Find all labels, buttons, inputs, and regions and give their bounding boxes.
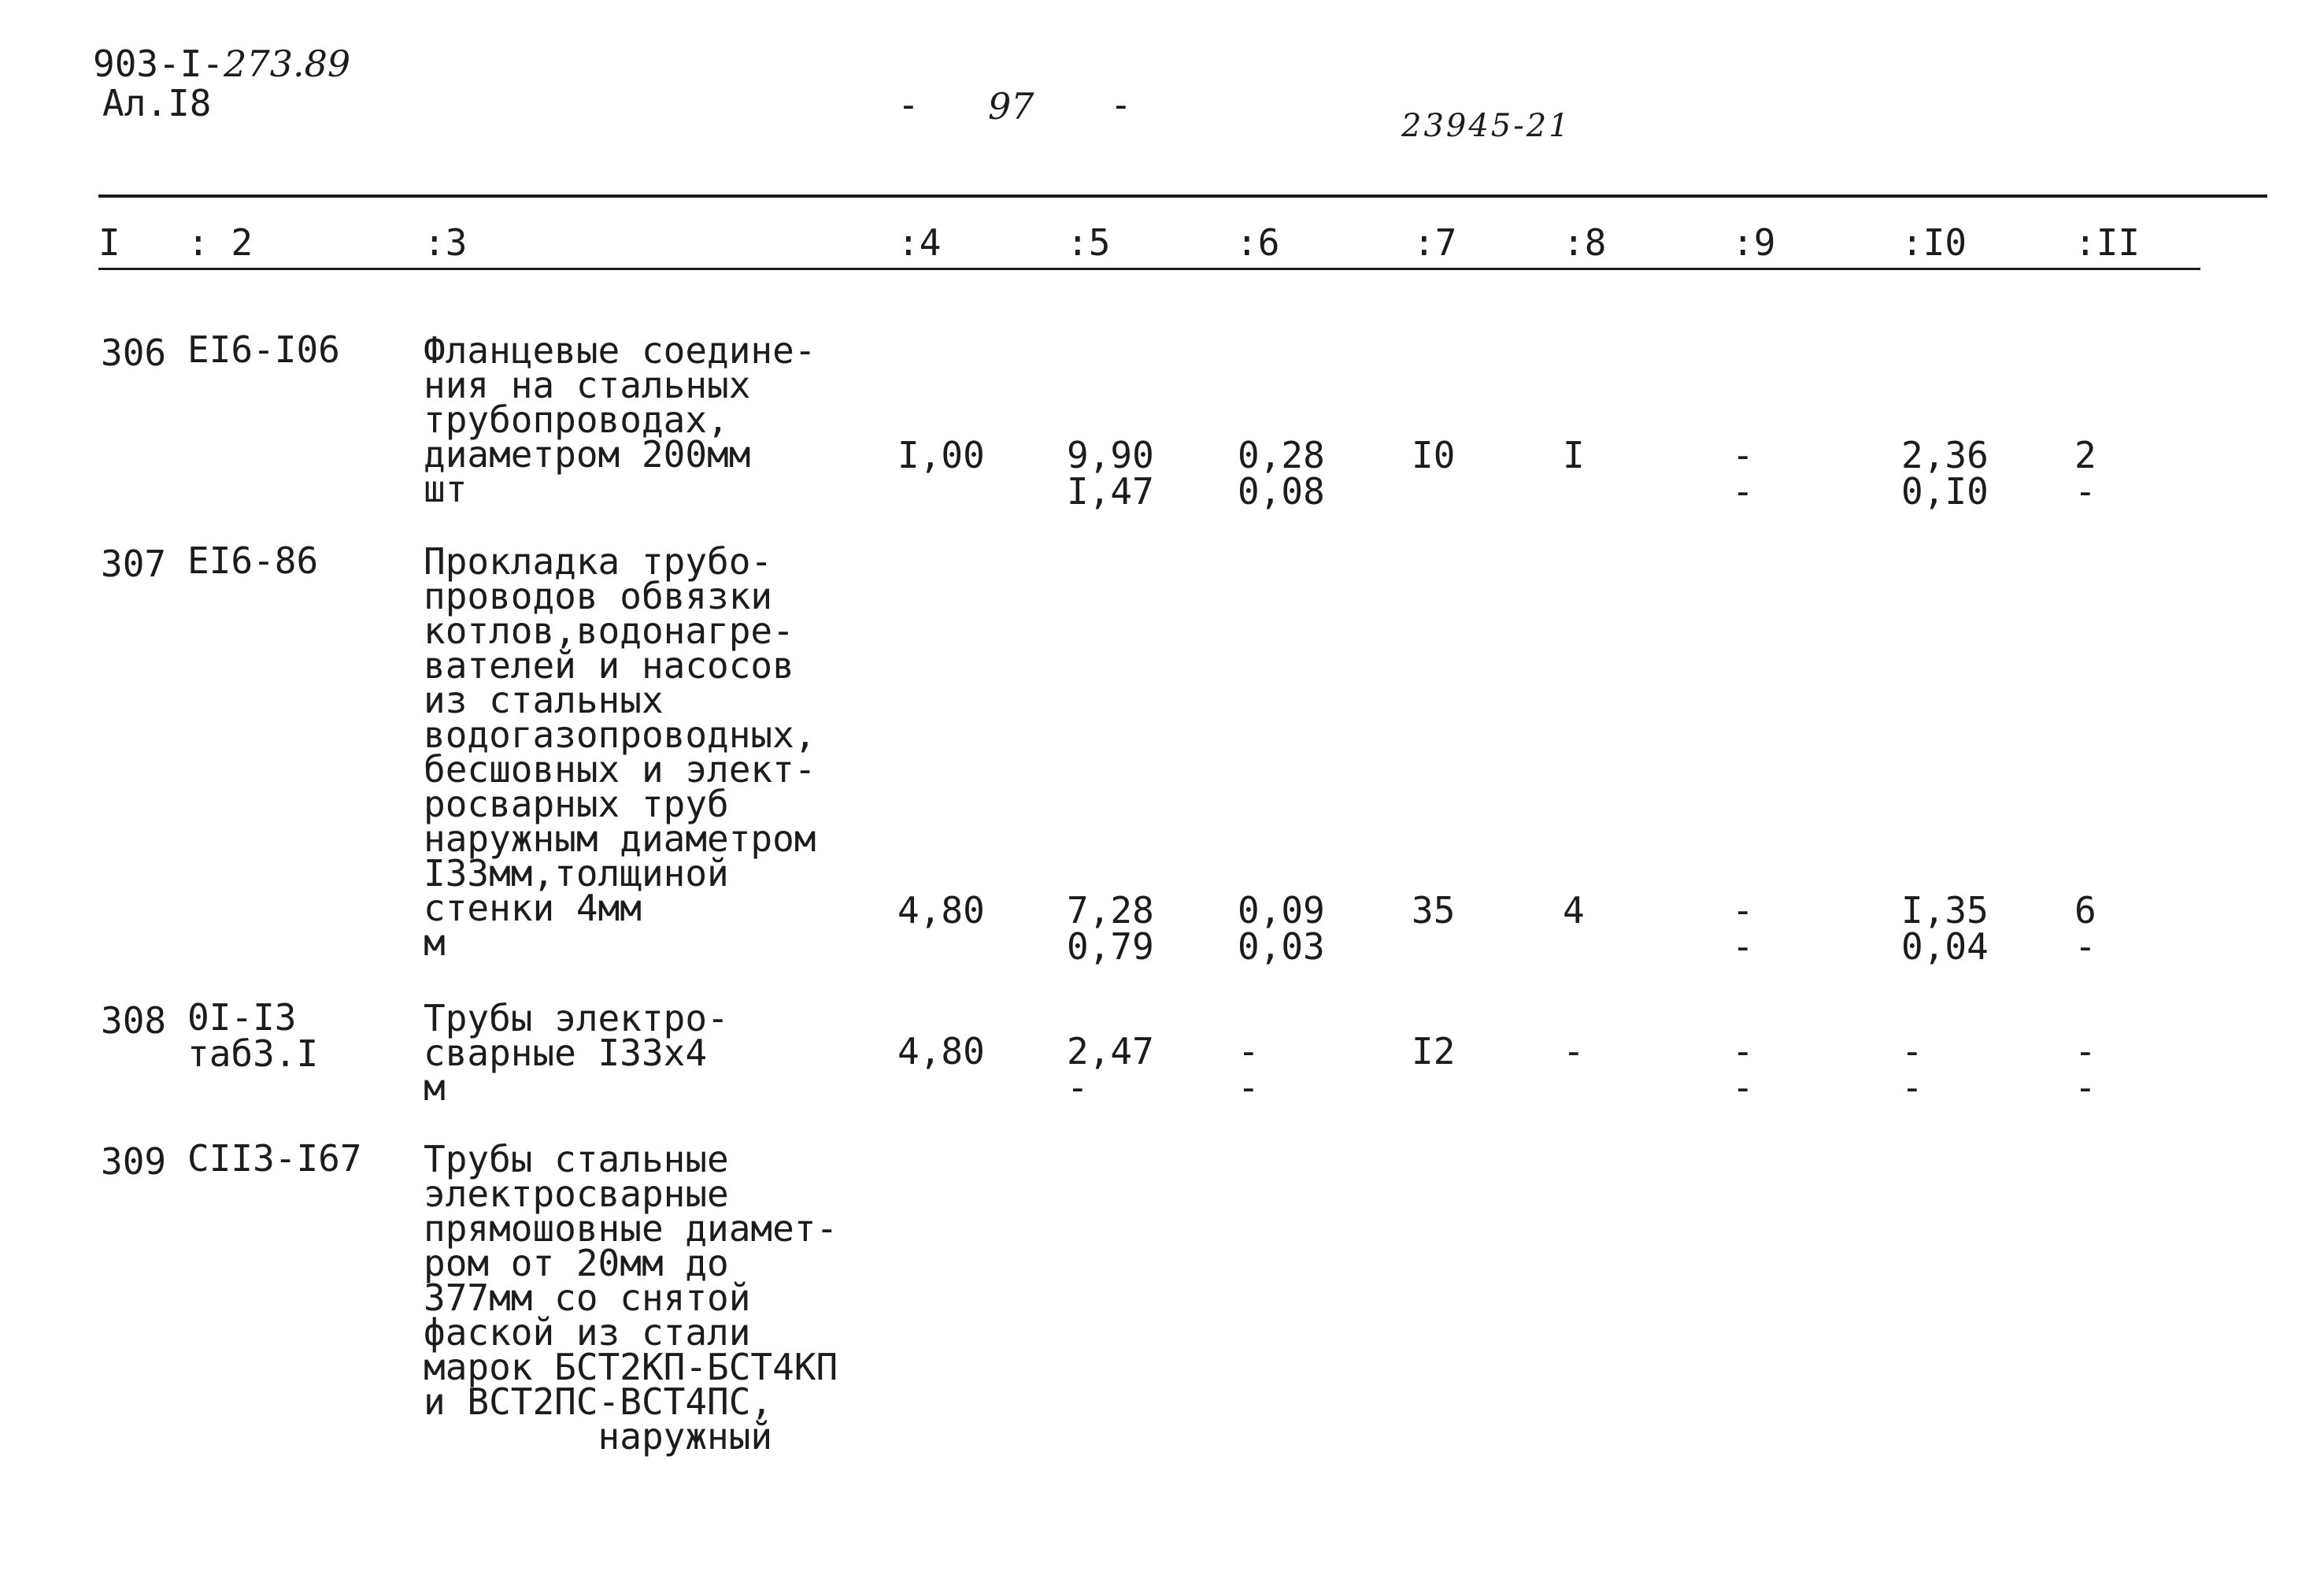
work-description: [424, 1138, 838, 1458]
description-line: Трубы электро-: [424, 997, 729, 1039]
description-line: фаской из стали: [424, 1311, 751, 1354]
description-line: Прокладка трубо-: [424, 540, 773, 583]
description-line: ром от 20мм до: [424, 1242, 729, 1284]
description-line: Трубы стальные: [424, 1138, 729, 1180]
value-line: -: [1732, 1030, 1754, 1073]
value-line: -: [1732, 889, 1754, 932]
value-line: 7,28: [1067, 889, 1154, 932]
description-line: сварные I33х4: [424, 1032, 708, 1074]
value-c6: [1238, 1030, 1260, 1109]
value-line: 9,90: [1067, 434, 1154, 476]
value-line: -: [1901, 1066, 1923, 1109]
value-c10: [1901, 434, 1989, 513]
work-description: [424, 997, 729, 1109]
page-dash-right: -: [1110, 83, 1132, 126]
row-number: 309: [101, 1140, 167, 1183]
column-header-2: : 2: [187, 221, 253, 264]
page-number: 97: [988, 85, 1034, 128]
rate-code-line: EI6-86: [187, 539, 319, 582]
value-c6: [1238, 889, 1325, 968]
description-line: стенки 4мм: [424, 887, 642, 929]
document-code-prefix: 903-I-: [93, 43, 224, 85]
sheet-label: Ал.I8: [102, 82, 212, 124]
value-line: -: [2074, 1030, 2096, 1073]
value-c11: [2074, 889, 2096, 968]
description-line: наружным диаметром: [424, 817, 816, 860]
column-header-6: :6: [1236, 221, 1280, 264]
column-header-4: :4: [897, 221, 942, 264]
value-line: -: [1732, 470, 1754, 513]
description-line: прямошовные диамет-: [424, 1207, 838, 1250]
value-c7: [1412, 434, 1456, 476]
rate-code-line: таб3.I: [187, 1032, 319, 1075]
value-line: -: [1238, 1030, 1260, 1073]
value-line: -: [2074, 1066, 2096, 1109]
value-line: 0,04: [1901, 925, 1989, 968]
value-line: 4,80: [897, 889, 985, 932]
rate-code-line: EI6-I06: [187, 328, 340, 371]
description-line: I33мм,толщиной: [424, 852, 729, 895]
value-line: -: [1067, 1066, 1089, 1109]
value-line: -: [2074, 925, 2096, 968]
column-header-11: :II: [2074, 221, 2141, 264]
column-header-5: :5: [1067, 221, 1111, 264]
column-header-9: :9: [1732, 221, 1776, 264]
description-line: марок БСТ2КП-БСТ4КП: [424, 1346, 838, 1388]
value-line: 6: [2074, 889, 2096, 932]
archive-number: 23945-21: [1401, 108, 1571, 144]
value-c9: [1732, 1030, 1754, 1109]
value-line: I,35: [1901, 889, 1989, 932]
value-line: 35: [1412, 889, 1456, 932]
description-line: Фланцевые соедине-: [424, 329, 816, 372]
value-c8: [1563, 889, 1585, 932]
value-c11: [2074, 434, 2096, 513]
description-line: трубопроводах,: [424, 398, 729, 441]
rate-code: [187, 539, 319, 582]
top-rule: [98, 195, 2267, 198]
column-header-1: I: [98, 221, 120, 264]
value-c11: [2074, 1030, 2096, 1109]
description-line: котлов,водонагре-: [424, 609, 794, 652]
value-line: 0,09: [1238, 889, 1325, 932]
value-c9: [1732, 434, 1754, 513]
document-code: [93, 43, 351, 85]
page-dash-left: -: [897, 83, 920, 126]
rate-code-line: CII3-I67: [187, 1137, 362, 1180]
description-line: росварных труб: [424, 783, 729, 825]
value-line: 2: [2074, 434, 2096, 476]
column-header-8: :8: [1563, 221, 1607, 264]
description-line: диаметром 200мм: [424, 433, 751, 476]
description-line: м: [424, 921, 446, 964]
value-c9: [1732, 889, 1754, 968]
value-line: 0,08: [1238, 470, 1325, 513]
value-c4: [897, 1030, 985, 1073]
value-line: 0,79: [1067, 925, 1154, 968]
value-line: -: [1732, 925, 1754, 968]
row-number: 308: [101, 999, 167, 1042]
value-line: 2,36: [1901, 434, 1989, 476]
column-header-7: :7: [1413, 221, 1457, 264]
value-c6: [1238, 434, 1325, 513]
value-line: -: [1238, 1066, 1260, 1109]
value-line: -: [1732, 434, 1754, 476]
value-c4: [897, 889, 985, 932]
description-line: вателей и насосов: [424, 644, 794, 687]
value-line: -: [1901, 1030, 1923, 1073]
value-line: 0,I0: [1901, 470, 1989, 513]
description-line: наружный: [424, 1415, 773, 1458]
value-c7: [1412, 1030, 1456, 1073]
value-line: 2,47: [1067, 1030, 1154, 1073]
value-line: I: [1563, 434, 1585, 476]
value-c8: [1563, 434, 1585, 476]
row-number: 306: [101, 332, 167, 374]
value-line: 4: [1563, 889, 1585, 932]
rate-code: [187, 1137, 362, 1180]
value-c5: [1067, 1030, 1154, 1109]
value-c10: [1901, 1030, 1923, 1109]
value-c5: [1067, 889, 1154, 968]
document-code-number: 273.89: [224, 43, 351, 85]
description-line: м: [424, 1066, 446, 1109]
description-line: ния на стальных: [424, 364, 751, 406]
column-header-3: :3: [424, 221, 468, 264]
description-line: из стальных: [424, 679, 664, 721]
description-line: электросварные: [424, 1173, 729, 1215]
row-number: 307: [101, 543, 167, 585]
description-line: и ВСТ2ПС-ВСТ4ПС,: [424, 1380, 773, 1423]
description-line: 377мм со снятой: [424, 1276, 751, 1319]
description-line: водогазопроводных,: [424, 713, 816, 756]
description-line: шт: [424, 468, 468, 510]
column-header-10: :I0: [1901, 221, 1967, 264]
value-line: -: [1732, 1066, 1754, 1109]
header-underline: [98, 268, 2200, 270]
value-line: 0,28: [1238, 434, 1325, 476]
value-line: I2: [1412, 1030, 1456, 1073]
rate-code: [187, 328, 340, 371]
description-line: проводов обвязки: [424, 575, 773, 617]
value-c10: [1901, 889, 1989, 968]
rate-code: [187, 996, 319, 1075]
value-c8: [1563, 1030, 1585, 1073]
value-line: -: [1563, 1030, 1585, 1073]
value-line: -: [2074, 470, 2096, 513]
value-line: I0: [1412, 434, 1456, 476]
description-line: бесшовных и элект-: [424, 748, 816, 791]
work-description: [424, 329, 816, 510]
value-c7: [1412, 889, 1456, 932]
value-line: I,00: [897, 434, 985, 476]
value-line: 0,03: [1238, 925, 1325, 968]
value-line: 4,80: [897, 1030, 985, 1073]
work-description: [424, 540, 816, 964]
value-line: I,47: [1067, 470, 1154, 513]
value-c4: [897, 434, 985, 476]
rate-code-line: 0I-I3: [187, 996, 297, 1039]
value-c5: [1067, 434, 1154, 513]
